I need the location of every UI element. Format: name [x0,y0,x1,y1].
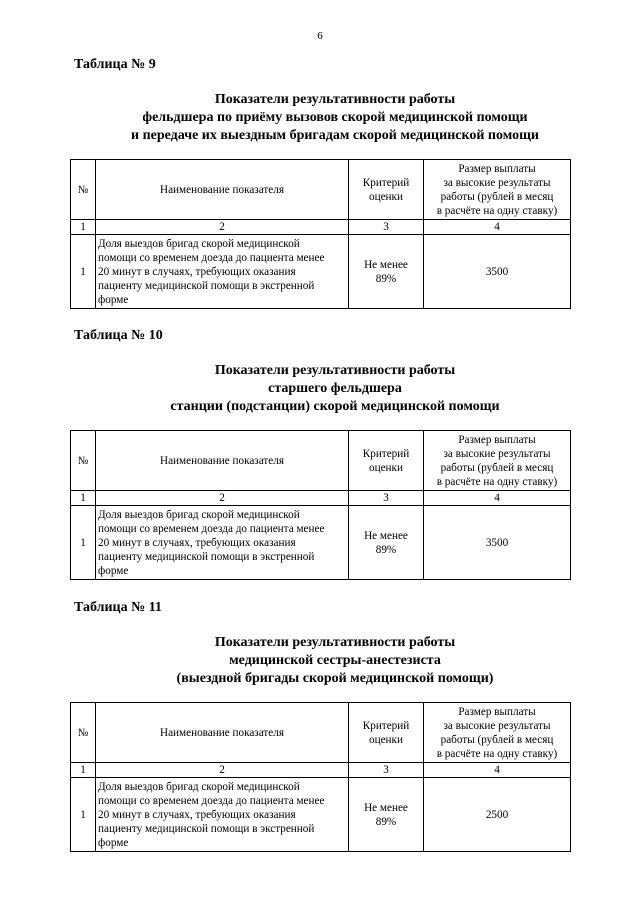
table-row [71,778,571,852]
col-number: 3 [349,220,424,235]
table-row [71,235,571,309]
row-name: Доля выездов бригад скорой медицинской помощи со временем доезда до пациента менее 20 минут в случаях, требующих оказания пациенту медицинской помощи в экстренной форме [96,235,349,309]
header-payment: Размер выплаты за высокие результаты работы (рублей в месяц в расчёте на одну ставку) [424,160,571,220]
header-row [71,703,571,763]
col-number: 2 [96,763,349,778]
col-number: 4 [424,220,571,235]
col-number: 1 [71,763,96,778]
column-number-row [71,220,571,235]
performance-table [70,159,571,309]
col-number: 4 [424,491,571,506]
row-criterion: Не менее 89% [349,506,424,580]
row-num: 1 [71,778,96,852]
header-payment: Размер выплаты за высокие результаты работы (рублей в месяц в расчёте на одну ставку) [424,431,571,491]
table-row [71,506,571,580]
header-payment: Размер выплаты за высокие результаты работы (рублей в месяц в расчёте на одну ставку) [424,703,571,763]
row-name: Доля выездов бригад скорой медицинской помощи со временем доезда до пациента менее 20 минут в случаях, требующих оказания пациенту медицинской помощи в экстренной форме [96,506,349,580]
row-criterion: Не менее 89% [349,778,424,852]
table-label: Таблица № 9 [74,57,156,72]
row-num: 1 [71,506,96,580]
header-criterion: Критерий оценки [349,703,424,763]
row-payment: 2500 [424,778,571,852]
header-criterion: Критерий оценки [349,160,424,220]
header-name: Наименование показателя [96,431,349,491]
header-num: № [71,160,96,220]
table-title: Показатели результативности работы старшего фельдшера станции (подстанции) скорой медицинской помощи [170,363,500,414]
row-num: 1 [71,235,96,309]
col-number: 1 [71,491,96,506]
table-title: Показатели результативности работы фельдшера по приёму вызовов скорой медицинской помощи и передаче их выездным бригадам скорой медицинской помощи [131,92,539,143]
header-name: Наименование показателя [96,703,349,763]
column-number-row [71,763,571,778]
header-row [71,431,571,491]
header-criterion: Критерий оценки [349,431,424,491]
header-num: № [71,703,96,763]
table-label: Таблица № 10 [74,328,163,343]
row-payment: 3500 [424,235,571,309]
col-number: 2 [96,491,349,506]
page-number: 6 [317,30,323,42]
col-number: 3 [349,491,424,506]
header-name: Наименование показателя [96,160,349,220]
performance-table [70,430,571,580]
header-num: № [71,431,96,491]
row-name: Доля выездов бригад скорой медицинской помощи со временем доезда до пациента менее 20 минут в случаях, требующих оказания пациенту медицинской помощи в экстренной форме [96,778,349,852]
col-number: 1 [71,220,96,235]
col-number: 3 [349,763,424,778]
col-number: 2 [96,220,349,235]
row-criterion: Не менее 89% [349,235,424,309]
header-row [71,160,571,220]
table-label: Таблица № 11 [74,600,162,615]
row-payment: 3500 [424,506,571,580]
performance-table [70,702,571,852]
column-number-row [71,491,571,506]
col-number: 4 [424,763,571,778]
table-title: Показатели результативности работы медицинской сестры-анестезиста (выездной бригады скорой медицинской помощи) [176,635,494,686]
